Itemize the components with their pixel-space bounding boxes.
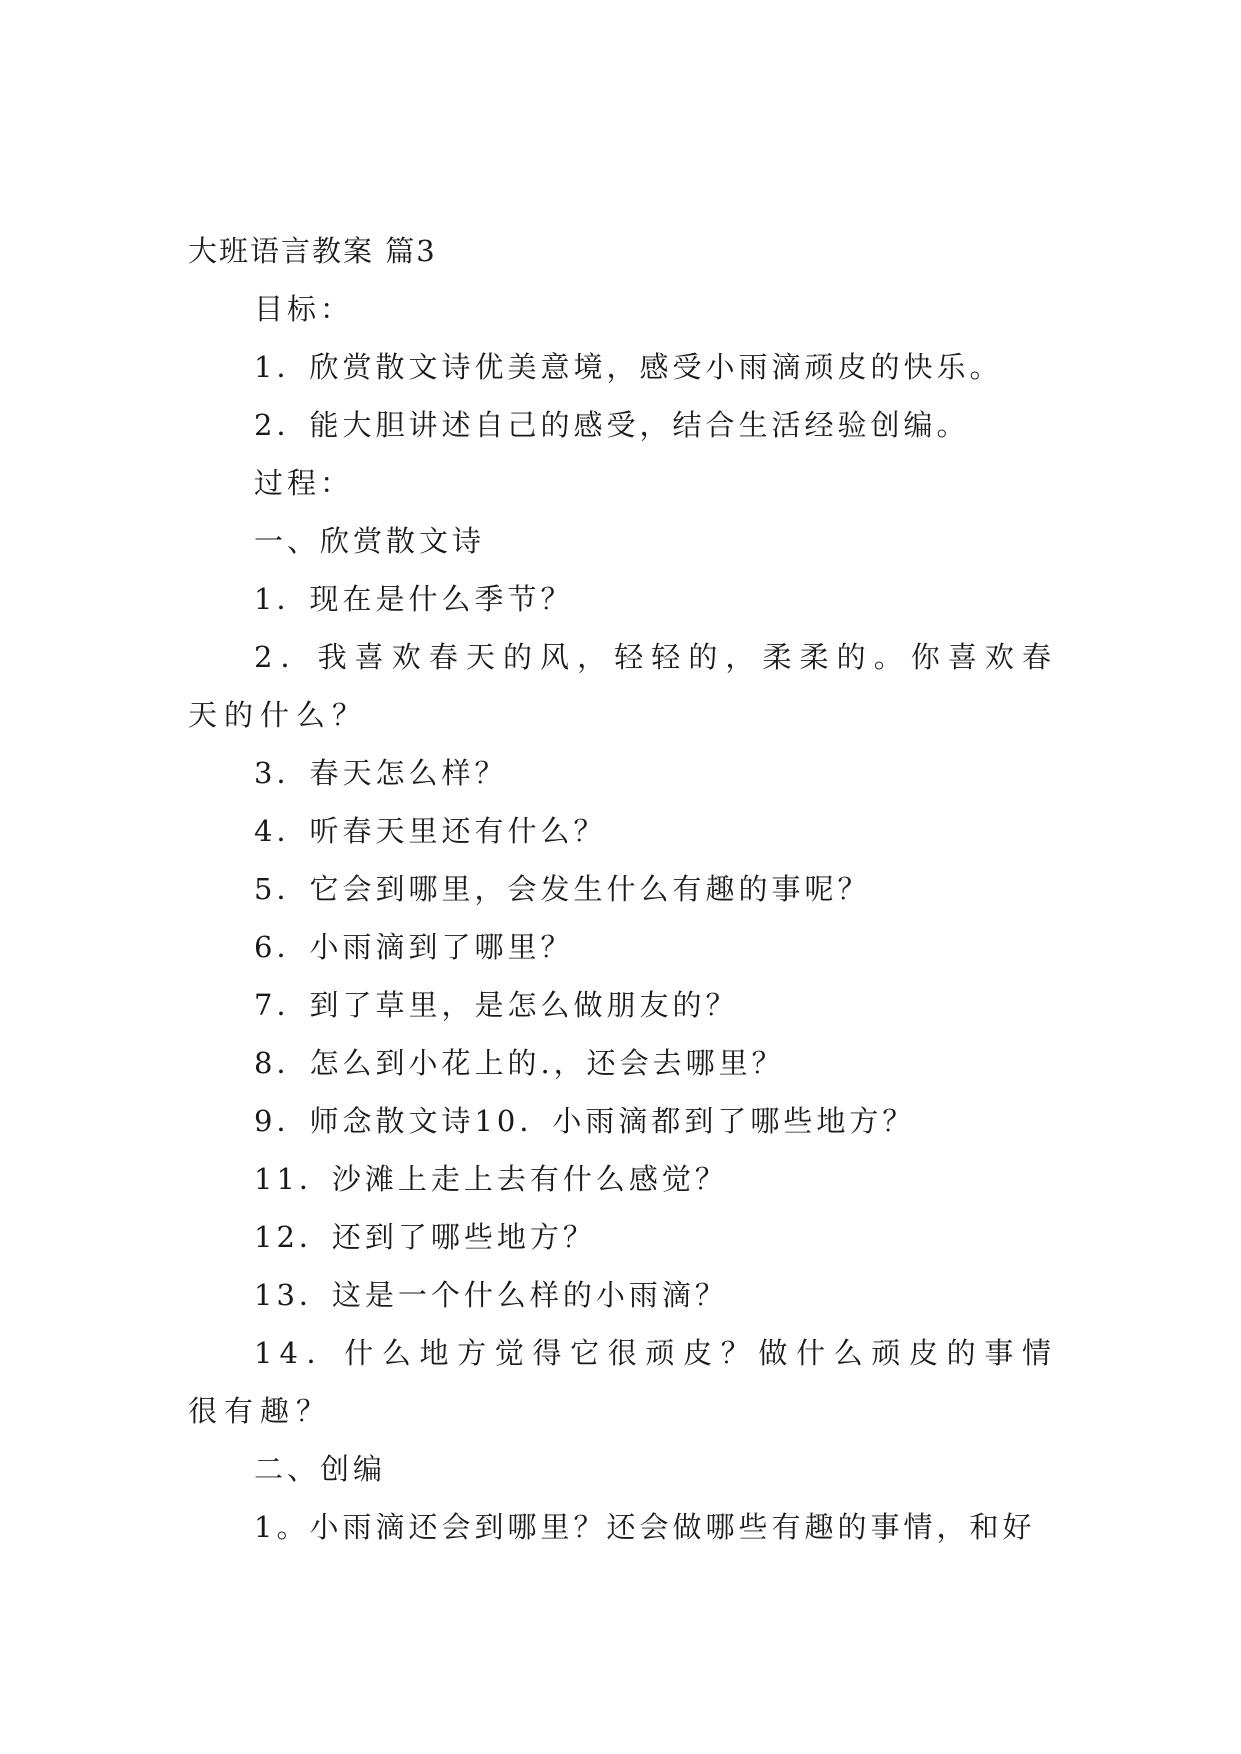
document-title: 大班语言教案 篇3: [188, 234, 437, 268]
paragraph-question-13: 13．这是一个什么样的小雨滴？: [254, 1278, 728, 1312]
paragraph-question-6: 6．小雨滴到了哪里？: [254, 930, 574, 964]
paragraph-goal-1: 1．欣赏散文诗优美意境，感受小雨滴顽皮的快乐。: [254, 350, 1003, 384]
paragraph-question-4: 4．听春天里还有什么？: [254, 814, 607, 848]
paragraph-process-heading: 过程：: [254, 466, 354, 500]
paragraph-question-8: 8．怎么到小花上的.，还会去哪里？: [254, 1046, 785, 1080]
paragraph-question-11: 11．沙滩上走上去有什么感觉？: [254, 1162, 728, 1196]
paragraph-goal-2: 2．能大胆讲述自己的感受，结合生活经验创编。: [254, 408, 970, 442]
paragraph-question-12: 12．还到了哪些地方？: [254, 1220, 596, 1254]
paragraph-question-9-10: 9．师念散文诗10．小雨滴都到了哪些地方？: [254, 1104, 916, 1138]
paragraph-question-2: 2．我喜欢春天的风，轻轻的，柔柔的。你喜欢春天的什么？: [188, 640, 1058, 732]
paragraph-question-7: 7．到了草里，是怎么做朋友的？: [254, 988, 739, 1022]
paragraph-question-5: 5．它会到哪里，会发生什么有趣的事呢？: [254, 872, 871, 906]
document-body: [188, 222, 1058, 1556]
paragraph-question-3: 3．春天怎么样？: [254, 756, 508, 790]
paragraph-goals-heading: 目标：: [254, 292, 354, 326]
paragraph-section-1-heading: 一、欣赏散文诗: [254, 524, 486, 558]
paragraph-question-1: 1．现在是什么季节？: [254, 582, 574, 616]
paragraph-create-1: 1。小雨滴还会到哪里？还会做哪些有趣的事情，和好: [254, 1510, 1036, 1544]
paragraph-section-2-heading: 二、创编: [254, 1452, 387, 1486]
paragraph-question-14: 14．什么地方觉得它很顽皮？做什么顽皮的事情很有趣？: [188, 1336, 1058, 1428]
